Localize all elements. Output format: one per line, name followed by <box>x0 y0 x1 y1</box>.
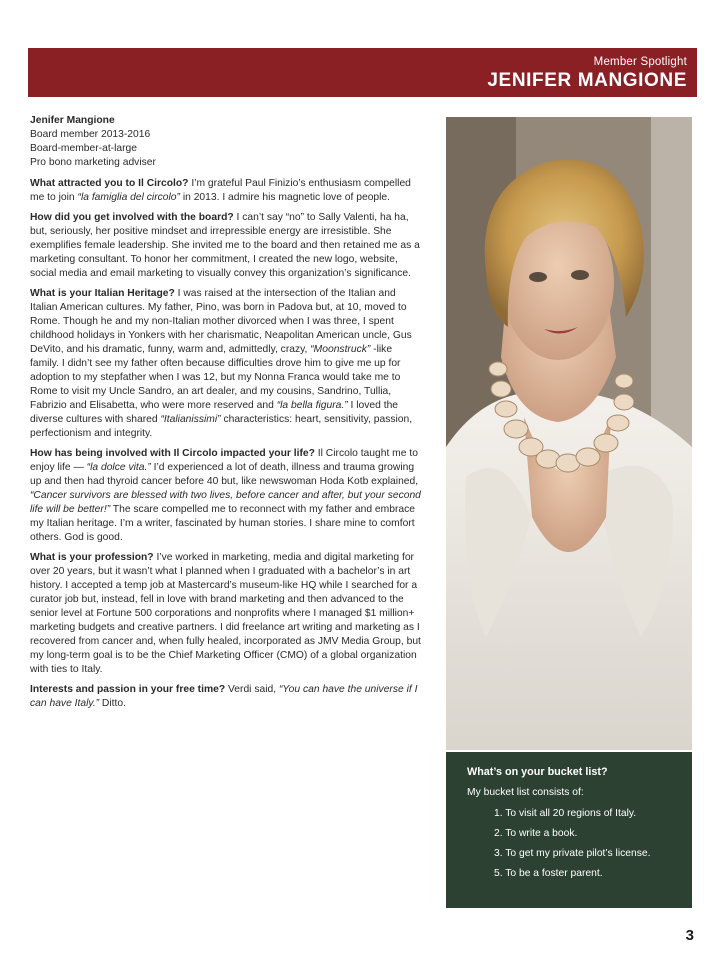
answer-text: Verdi said, <box>225 684 279 695</box>
bucket-list-question: What’s on your bucket list? <box>467 766 608 778</box>
banner-name: JENIFER MANGIONE <box>487 70 687 91</box>
member-role: Board member 2013-2016 <box>30 129 151 140</box>
bucket-list-item: 1. To visit all 20 regions of Italy. <box>494 808 637 819</box>
portrait-photo <box>446 117 692 750</box>
question: What is your Italian Heritage? <box>30 288 175 299</box>
bucket-list <box>467 808 692 879</box>
question: Interests and passion in your free time? <box>30 684 226 695</box>
answer-text: -like family. I didn’t see my father often because difficulties drove him to give me up for adoption to my stepfather when I was 12, but my Nonna Franca would take me to Rome to visit my Uncle Sandro, an art dealer, and my cousins, Sandrino, Tullia, Fabrizio and Elisabetta, who were more reserved and <box>30 344 401 411</box>
question: How has being involved with Il Circolo impacted your life? <box>30 448 315 459</box>
answer-quote: “You can have the universe if I can have Italy.” <box>30 684 418 709</box>
answer-quote: “la bella figura.” <box>276 400 348 411</box>
qa-impact <box>30 447 422 545</box>
answer-text: I’ve worked in marketing, media and digital marketing for over 20 years, but it wasn’t what I planned when I graduated with a bachelor’s in art history. I accepted a temp job at Mastercard’s museum-like HQ while I searched for a curator job but, instead, fell in love with brand marketing and then advanced to the senior level at Fortune 500 corporations and nonprofits where I managed $1 million+ marketing budgets and creative partners. I did freelance art writing and marketing as I recovered from cancer and, when fully healed, incorporated as JMV Media Group, but my long-term goal is to be the Chief Marketing Officer (CMO) of a global organization with ties to Italy. <box>30 552 421 675</box>
member-role: Board-member-at-large <box>30 143 138 154</box>
answer-text: I’m grateful Paul Finizio’s enthusiasm compelled me to join <box>30 178 411 203</box>
answer-text: I’d experienced a lot of death, illness and trauma growing up and then had thyroid cancer before 40 but, like newswoman Hoda Kotb explained, <box>30 462 419 487</box>
portrait-illustration <box>446 117 692 750</box>
answer-quote: “la dolce vita.” <box>86 462 151 473</box>
answer-text: The scare compelled me to reconnect with my father and embrace my Italian heritage. I’m a writer, fascinated by human stories. I share mine to comfort others. God is good. <box>30 504 415 543</box>
bucket-list-item: 5. To be a foster parent. <box>494 868 603 879</box>
answer-text: Ditto. <box>99 698 126 709</box>
question: What is your profession? <box>30 552 154 563</box>
bucket-list-intro: My bucket list consists of: <box>467 787 584 798</box>
answer-quote: “Moonstruck” <box>310 344 371 355</box>
member-name: Jenifer Mangione <box>30 115 115 126</box>
page-number: 3 <box>685 927 694 944</box>
spotlight-banner <box>28 48 697 97</box>
question: How did you get involved with the board? <box>30 212 234 223</box>
bucket-list-item: 2. To write a book. <box>494 828 578 839</box>
answer-quote: “la famiglia del circolo” <box>77 192 180 203</box>
answer-text: I was raised at the intersection of the Italian and Italian American cultures. My father, Pino, was born in Padova but, at 10, moved to Rome. Though he and my non-Italian mother divorced when I was three, I spent childhood holidays in Yonkers with her charismatic, Neapolitan American uncle, Gus DeVito, and his dramatic, funny, warm and, admittedly, crazy, <box>30 288 412 355</box>
bucket-list-item: 3. To get my private pilot’s license. <box>494 848 651 859</box>
answer-quote: “Cancer survivors are blessed with two lives, before cancer and after, but your second life will be better!” <box>30 490 421 515</box>
banner-kicker: Member Spotlight <box>593 56 687 68</box>
answer-text: Il Circolo taught me to enjoy life — <box>30 448 418 473</box>
qa-profession <box>30 551 422 677</box>
answer-quote: “Italianissimi” <box>160 414 221 425</box>
qa-heritage <box>30 287 422 441</box>
member-role: Pro bono marketing adviser <box>30 157 156 168</box>
qa-board <box>30 211 422 281</box>
bucket-list-panel <box>446 752 692 908</box>
answer-text: I loved the diverse cultures with shared <box>30 400 399 425</box>
qa-interests <box>30 683 422 711</box>
answer-text: I can’t say “no” to Sally Valenti, ha ha, but, seriously, her positive mindset and irrepressible energy are irresistible. She exemplifies female leadership. She invited me to the board and then retained me as a marketing consultant. To honor her commitment, I created the new logo, website, social media and email marketing to visually convey this organization’s significance. <box>30 212 420 279</box>
qa-attracted <box>30 177 422 205</box>
member-intro <box>30 114 422 170</box>
question: What attracted you to Il Circolo? <box>30 178 189 189</box>
answer-text: characteristics: heart, sensitivity, passion, perfectionism and integrity. <box>30 414 413 439</box>
article-body <box>30 114 422 717</box>
answer-text: in 2013. I admire his magnetic love of people. <box>179 192 391 203</box>
